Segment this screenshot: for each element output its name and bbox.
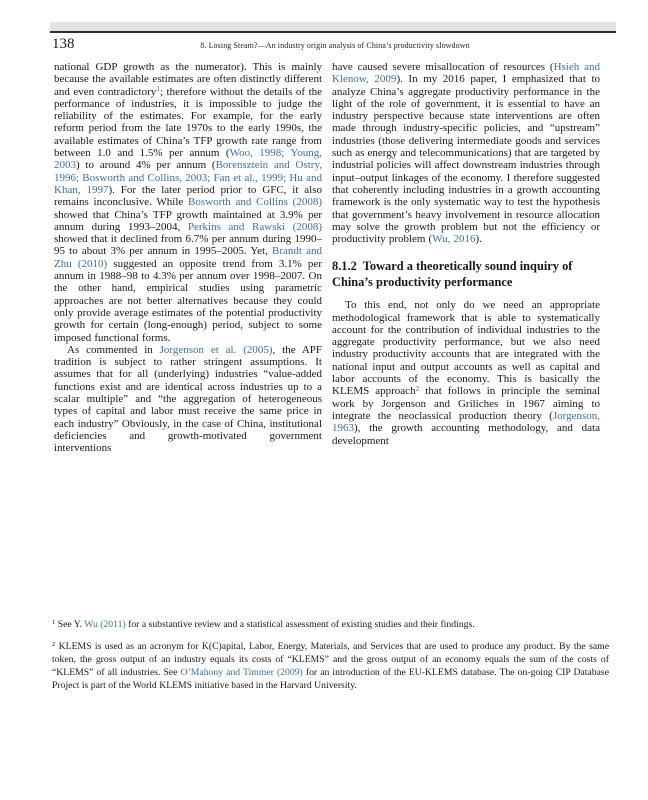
citation-link[interactable]: Jorgenson et al. (2005) <box>159 343 273 356</box>
citation-link[interactable]: Wu (2011) <box>84 619 126 630</box>
paragraph <box>54 61 322 344</box>
text-run: See Y. <box>55 619 85 630</box>
footnotes <box>52 618 609 692</box>
citation-link[interactable]: Woo, 1998; Young, 2003 <box>54 147 323 172</box>
text-run: ). <box>475 233 482 246</box>
text-run: KLEMS is used as an acronym for K(C)apital, Labor, Energy, Materials, and Services that are used to produce any product. By the same token, the gross output of an industry equals its costs of “KLEMS” and the gross output of an economy equals the sum of the costs of “KLEMS” of all industries. See <box>52 641 609 678</box>
text-run: national GDP growth as the numerator). This is mainly because the available estimates are often distinctly different and even contradictory <box>54 61 322 98</box>
citation-link[interactable]: Bosworth and Collins (2008) <box>188 196 322 209</box>
paragraph <box>54 344 322 455</box>
text-run: As commented in <box>67 343 160 356</box>
text-run: showed that it declined from 6.7% per annum during 1990–95 to about 3% per annum in 1995–2005. Yet, <box>54 233 322 258</box>
text-run: have caused severe misallocation of resources ( <box>332 61 554 73</box>
footnote-ref-link[interactable]: 1 <box>156 84 160 94</box>
text-run: suggested an opposite trend from 3.1% per annum in 1988–98 to 4.3% per annum over 1998–2007. On the other hand, empirical studies using parametric approaches are not better alternatives because they could only provide average estimates of the potential productivity growth for certain (long-enough) period, subject to some imposed functional forms. <box>54 257 322 344</box>
text-run: for a substantive review and a statistical assessment of existing studies and their findings. <box>125 619 475 630</box>
citation-link[interactable]: Wu, 2016 <box>432 233 476 246</box>
paragraph <box>332 61 600 245</box>
right-column <box>332 61 600 447</box>
text-run: for an introduction of the EU-KLEMS database. The on-going CIP Database Project is part of the World KLEMS initiative based in the Harvard University. <box>52 667 609 691</box>
text-run: ), the growth accounting methodology, and data development <box>332 422 600 447</box>
footnote-marker: 2 <box>52 641 56 649</box>
footnote-marker: 1 <box>52 619 56 627</box>
paragraph <box>332 299 600 447</box>
citation-link[interactable]: Hsieh and Klenow, 2009 <box>332 61 600 86</box>
running-head: 8. Losing Steam?—An industry origin analysis of China’s productivity slowdown <box>200 41 470 50</box>
citation-link[interactable]: O’Mahony and Timmer (2009) <box>180 667 303 678</box>
text-run: , the APF tradition is subject to rather stringent assumptions. It assumes that for all (underlying) industries “value-added functions exist and are identical across industries up to a scalar multiple” and “the aggregation of heterogeneous types of capital and labor must receive the same price in each industry” Obviously, in the case of China, institutional deficiencies and growth-motivated government interventions <box>54 343 322 455</box>
text-run: ). For the later period prior to GFC, it also remains inconclusive. While <box>54 183 322 209</box>
footnote <box>52 640 609 692</box>
header-rule-bar <box>50 22 616 33</box>
text-run: that follows in principle the seminal work by Jorgenson and Griliches in 1967 aiming to integrate the neoclassical production theory ( <box>332 385 600 422</box>
footnote <box>52 618 609 631</box>
text-run: showed that China’s TFP growth maintained at 3.9% per annum during 1993–2004, <box>54 208 322 233</box>
text-run: ). In my 2016 paper, I emphasized that to analyze China’s aggregate productivity performance in the light of the role of government, it is essential to have an industry perspective because state interventions are often made through industry-specific policies, and “upstream” industries (those delivering intermediate goods and services such as energy and telecommunications) that are targeted by industrial policies will affect downstream industries through input–output linkages of the economy. I therefore suggested that coherently including industries in a growth accounting framework is the only systematic way to test the hypothesis that government’s heavy involvement in resource allocation may solve the growth problem but not the efficiency or productivity problem ( <box>332 73 600 246</box>
citation-link[interactable]: Brandt and Zhu (2010) <box>54 245 322 270</box>
left-column <box>54 61 322 455</box>
page-number: 138 <box>52 36 75 52</box>
citation-link[interactable]: Jorgenson, 1963 <box>332 409 600 435</box>
text-run: ; therefore without the details of the performance of industries, it is impossible to judge the reliability of the estimates. For example, for the early reform period from the late 1970s to the early 1990s, the available estimates of China’s TFP growth rate range from between 1.0 and 1.5% per annum ( <box>54 85 323 160</box>
two-column-body <box>54 61 600 455</box>
citation-link[interactable]: Borensztein and Ostry, 1996; Bosworth and Collins, 2003; Fan et al., 1999; Hu and Khan, 1997 <box>54 159 322 196</box>
footnote-ref-link[interactable]: 2 <box>415 383 420 393</box>
text-run: To this end, not only do we need an appropriate methodological framework that is able to systematically account for the contribution of individual industries to the aggregate productivity performance, but we also need industry productivity accounts that are integrated with the national input and output accounts as well as capital and labor accounts of the economy. This is basically the KLEMS approach <box>332 299 600 398</box>
citation-link[interactable]: Perkins and Rawski (2008) <box>187 220 323 233</box>
text-run: ) to around 4% per annum ( <box>76 159 216 172</box>
section-heading: 8.1.2 Toward a theoretically sound inquiry of China’s productivity performance <box>332 259 573 289</box>
